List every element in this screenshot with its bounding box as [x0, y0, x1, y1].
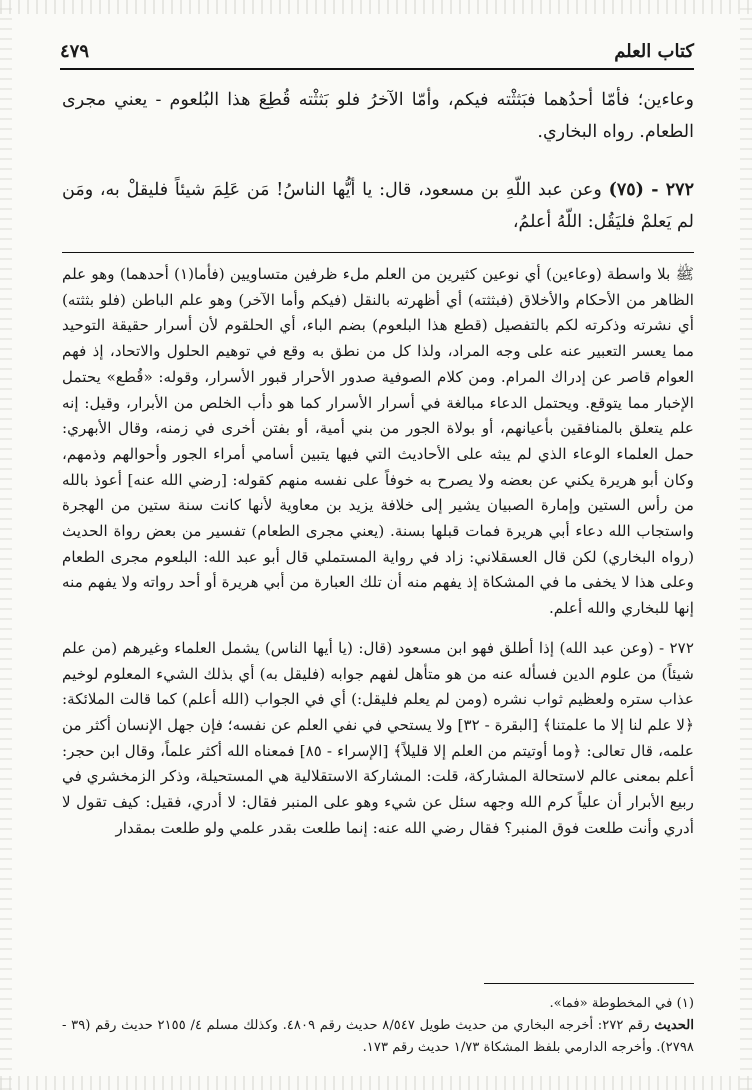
hadith-number: ٢٧٢ - (٧٥): [608, 180, 694, 200]
page-number: ٤٧٩: [60, 40, 90, 62]
footnote-divider: [484, 983, 694, 984]
footnotes-block: [62, 993, 694, 1059]
chapter-title: كتاب العلم: [614, 40, 694, 62]
matn-hadith-272: [62, 174, 694, 238]
page-border-bottom: [0, 1076, 752, 1090]
matn-continuation: وعاءين؛ فأمّا أحدُهما فبَثثْته فيكم، وأمّا الآخرُ فلو بَثثْته قُطِعَ هذا البُلعوم - يعني مجرى الطعام. رواه البخاري.: [62, 90, 694, 142]
page-border-top: [0, 0, 752, 14]
header-rule: [60, 68, 694, 70]
running-header: [60, 38, 694, 64]
footnote-hadith-text: رقم ٢٧٢: أخرجه البخاري من حديث طويل ٨/٥٤٧ حديث رقم ٤٨٠٩. وكذلك مسلم ٤/ ٢١٥٥ حديث رقم (٣٩ - ٢٧٩٨). وأخرجه الدارمي بلفظ المشكاة ١/٧٣ حديث رقم ١٧٣.: [62, 1018, 694, 1055]
page-border-left: [0, 0, 12, 1090]
section-divider: [62, 252, 694, 253]
footnote-hadith-label: الحديث: [654, 1018, 694, 1033]
commentary-block: [62, 262, 694, 841]
footnote-hadith-reference: [62, 1015, 694, 1059]
footnote-1: (١) في المخطوطة «فما».: [549, 996, 694, 1011]
hadith-body: وعن عبد اللّهِ بن مسعود، قال: يا أيُّها الناسُ! مَن عَلِمَ شيئاً فليقلْ به، ومَن لم يَعلمْ فليَقُل: اللّهُ أعلمُ،: [62, 180, 694, 232]
commentary-paragraph-1: ﷺ بلا واسطة (وعاءين) أي نوعين كثيرين من العلم ملء ظرفين متساويين (فأما(١) أحدهما) وهو علم الظاهر من الأحكام والأخلاق (فبثثته) أي أظهرته بالنقل (فيكم وأما الآخر) وهو علم الباطن (فلو بثثته) أي نشرته وذكرته لكم بالتفصيل (قطع هذا البلعوم) بضم الباء، أي الحلقوم لأن أسرار حقيقة التوحيد مما يعسر التعبير عنه على وجه المراد، ولذا كل من نطق به وقع في توهيم الحلول والاتحاد، إذ فهم العوام قاصر عن إدراك المرام. ومن كلام الصوفية صدور الأحرار قبور الأسرار، وقوله: «قُطع» يحتمل الإخبار مما يتوقع. ويحتمل الدعاء مبالغة في أسرار الأسرار كما هو دأب الخلص من الأبرار، وقيل: إنه علم يتعلق بالمنافقين بأعيانهم، أو بولاة الجور من بني أمية، أو بفتن أخرى في زمنه، وقال الأبهري: حمل العلماء الوعاء الذي لم يبثه على الأحاديث التي فيها يتبين أسامي أمراء الجور وأحوالهم وذمهم، وكان أبو هريرة يكني عن بعضه ولا يصرح به خوفاً على نفسه منهم كقوله: [رضي الله عنه] أعوذ بالله من رأس الستين وإمارة الصبيان يشير إلى خلافة يزيد بن معاوية لأنها كانت سنة ستين من الهجرة واستجاب الله دعاء أبي هريرة فمات قبلها بسنة. (يعني مجرى الطعام) تفسير من بعض رواة الحديث (رواه البخاري) لكن قال العسقلاني: زاد في رواية المستملي قال أبو عبد الله: البلعوم مجرى الطعام وعلى هذا لا يخفى ما في المشكاة إذ يفهم منه أن تلك العبارة من أبي هريرة أو أحد رواته ولا يفهم منه إنها للبخاري والله أعلم.: [62, 265, 694, 618]
page-border-right: [740, 0, 752, 1090]
commentary-paragraph-2: ٢٧٢ - (وعن عبد الله) إذا أطلق فهو ابن مسعود (قال: (يا أيها الناس) يشمل العلماء وغيرهم (من علم شيئاً) من علوم الدين فسأله عنه من هو متأهل لفهم جوابه (فليقل به) أي بذلك الشيء المعلوم لوخيم عذاب ستره ولعظيم ثواب نشره (ومن لم يعلم فليقل:) أي في الجواب (الله أعلم) كما قالت الملائكة: ﴿لا علم لنا إلا ما علمتنا﴾ [البقرة - ٣٢] ولا يستحي في نفي العلم عن نفسه؛ فإن جهل الإنسان أكثر من علمه، قال تعالى: ﴿وما أوتيتم من العلم إلا قليلاً﴾ [الإسراء - ٨٥] فمعناه الله أكثر علماً، وقال ابن حجر: أعلم بمعنى عالم لاستحالة المشاركة، قلت: المشاركة الاستقلالية هي المستحيلة، وذكر الزمخشري في ربيع الأبرار أن علياً كرم الله وجهه سئل عن شيء وهو على المنبر فقال: لا أدري، فقيل: كيف تقول لا أدري وأنت طلعت فوق المنبر؟ فقال رضي الله عنه: إنما طلعت بقدر علمي ولو طلعت بمقدار: [62, 638, 694, 837]
hadith-text-block: [62, 84, 694, 238]
